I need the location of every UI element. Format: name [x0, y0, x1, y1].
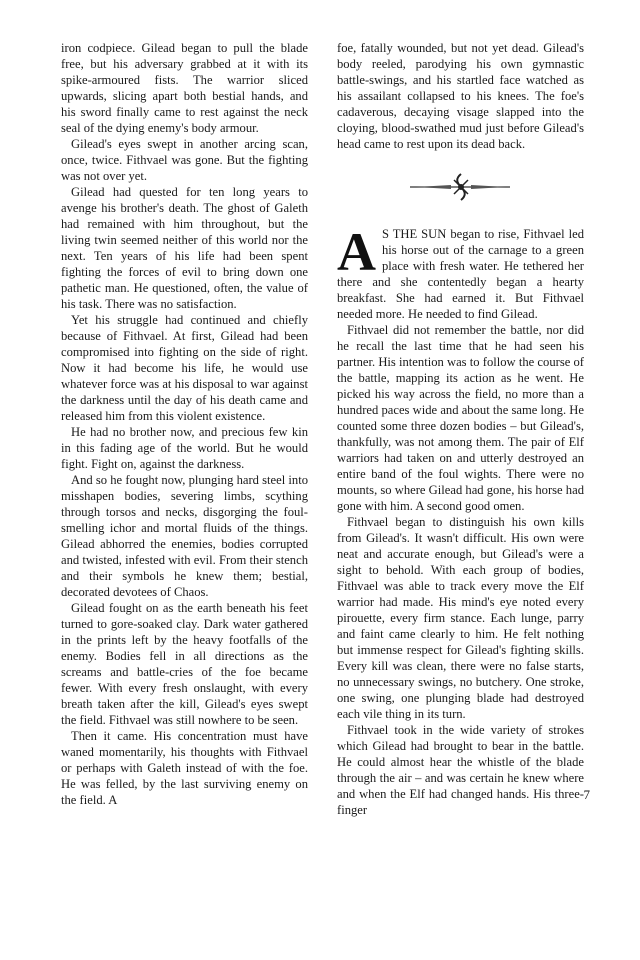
paragraph: Gilead fought on as the earth beneath his feet turned to gore-soaked clay. Dark water gathered in the prints left by the heavy footfalls of the enemy. Bodies fell in all directions as the screams and battle-cries of the foe became fewer. With every fresh onslaught, with every breath taken after the kill, Gilead's eyes swept the field. Fithvael was still nowhere to be seen. [61, 601, 308, 727]
page-number: 7 [583, 787, 590, 802]
paragraph: And so he fought now, plunging hard steel into misshapen bodies, severing limbs, scything through torsos and necks, disgorging the foul-smelling ichor and mortal fluids of the things. Gilead abhorred the enemies, bodies corrupted and twisted, infested with evil. From their stench and their symbols he knew them; bestial, decorated devotees of Chaos. [61, 473, 308, 599]
paragraph: He had no brother now, and precious few kin in this fading age of the world. But he would fight. Fight on, against the darkness. [61, 425, 308, 471]
paragraph: Gilead's eyes swept in another arcing scan, once, twice. Fithvael was gone. But the fighting was not over yet. [61, 137, 308, 183]
paragraph: iron codpiece. Gilead began to pull the blade free, but his adversary grabbed at it with its spike-armoured fists. The warrior sliced upwards, slicing apart both bestial hands, and his sword finally came to rest against the neck seal of the dying enemy's body armour. [61, 41, 308, 135]
paragraph: Fithvael took in the wide variety of strokes which Gilead had brought to bear in the battle. He could almost hear the whistle of the blade through the air – and was certain he knew where and when the Elf had changed hands. His three-finger [337, 723, 584, 817]
section-divider [337, 170, 584, 204]
paragraph: Then it came. His concentration must have waned momentarily, his thoughts with Fithvael or perhaps with Galeth instead of with the foe. He was felled, by the last surviving enemy on the field. A [61, 729, 308, 807]
right-column [337, 40, 584, 818]
paragraph: Fithvael began to distinguish his own kills from Gilead's. It wasn't difficult. His own were neat and accurate enough, but Gilead's were a sight to behold. With each group of bodies, Fithvael was able to track every move the Elf warrior had made. His mind's eye noted every pirouette, every firm stance. Each lunge, parry and faint came clearly to him. He felt nothing but immense respect for Gilead's fighting skills. Every kill was clean, there were no false starts, no unnecessary swings, no butchery. One stroke, one swing, one plunging blade had destroyed each vile thing in its turn. [337, 515, 584, 721]
dropcap-paragraph [337, 222, 584, 322]
paragraph: Gilead had quested for ten long years to avenge his brother's death. The ghost of Galeth had remained with him throughout, but the living twin seemed neither of this world nor the next. Ten years of his life had been spent fighting the forces of evil to bring down one pathetic man. He questioned, often, the value of his task. There was no satisfaction. [61, 185, 308, 311]
left-column [61, 40, 308, 808]
drop-cap-letter: A [337, 222, 376, 282]
dropcap-paragraph-text: S THE SUN began to rise, Fithvael led his horse out of the carnage to a green place with fresh water. He tethered her there and she contentedly began a hearty breakfast. She had earned it. But Fithvael needed more. He needed to find Gilead. [337, 227, 584, 321]
paragraph: Fithvael did not remember the battle, nor did he recall the last time that he had seen his partner. His intention was to follow the course of the battle, mapping its action as he went. He picked his way across the field, no more than a hundred paces wide and about the same long. He counted some three dozen bodies – but Gilead's, thankfully, was not among them. The pair of Elf warriors had taken on and utterly destroyed an entire band of the foul wights. There were no mounts, so where Gilead had gone, his horse had gone with him. A second good omen. [337, 323, 584, 513]
paragraph: foe, fatally wounded, but not yet dead. Gilead's body reeled, parodying his own gymnastic battle-swings, and his startled face watched as his assailant collapsed to his knees. The foe's cadaverous, decaying visage slapped into the cloying, blood-swathed mud just before Gilead's head came to rest upon its dead back. [337, 41, 584, 151]
sword-ornament-icon [406, 170, 516, 204]
paragraph: Yet his struggle had continued and chiefly because of Fithvael. At first, Gilead had been compromised into fighting on the side of right. Now it had become his life, he would use whatever force was at his disposal to war against the darkness until the day of his death came and released him from this violent existence. [61, 313, 308, 423]
